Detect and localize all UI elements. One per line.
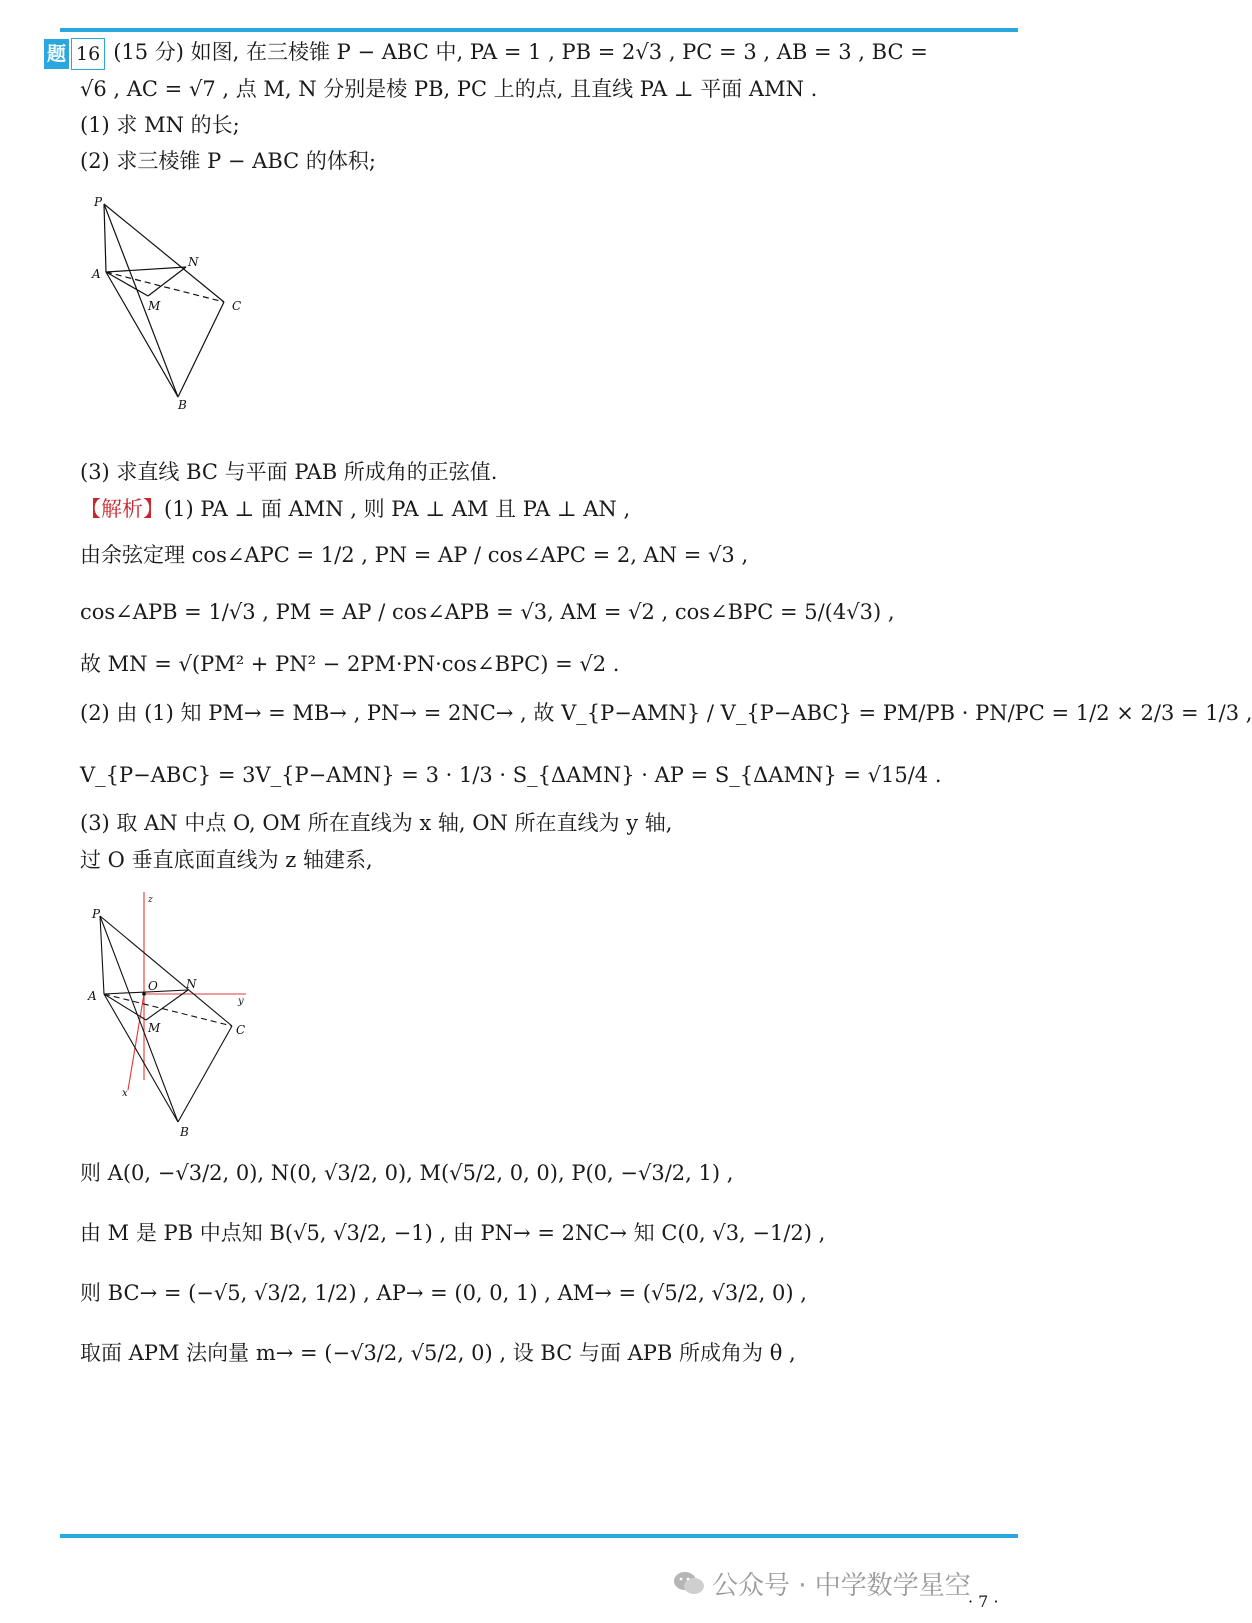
wechat-icon: [672, 1570, 706, 1596]
bottom-rule: [60, 1534, 1018, 1538]
fig1-label-C: C: [232, 299, 242, 313]
tetrahedron-figure: [86, 192, 256, 414]
fig2-label-z: z: [148, 895, 153, 905]
problem-part-2: (2) 求三棱锥 P − ABC 的体积;: [80, 149, 376, 173]
fig1-label-B: B: [178, 398, 187, 412]
fig2-label-O: O: [148, 979, 158, 993]
edge-CB: [178, 302, 224, 397]
edge-PA: [100, 916, 104, 994]
edge-PB: [104, 204, 178, 397]
solution-line-5: (2) 由 (1) 知 PM→ = MB→ , PN→ = 2NC→ , 故 V_{P−AMN} / V_{P−ABC} = PM/PB · PN/PC = 1/2 × 2/3 = 1/3 ,: [80, 701, 1252, 725]
edge-CB: [178, 1026, 232, 1122]
problem-part-1: (1) 求 MN 的长;: [80, 113, 240, 137]
fig2-label-C: C: [236, 1023, 246, 1037]
problem-part-3: (3) 求直线 BC 与平面 PAB 所成角的正弦值.: [80, 460, 498, 484]
x-axis: [128, 994, 144, 1090]
solution-line-3: cos∠APB = 1/√3 , PM = AP / cos∠APB = √3, AM = √2 , cos∠BPC = 5/(4√3) ,: [80, 600, 895, 624]
fig2-label-B: B: [180, 1125, 189, 1139]
solution-line-11: 则 BC→ = (−√5, √3/2, 1/2) , AP→ = (0, 0, 1) , AM→ = (√5/2, √3/2, 0) ,: [80, 1281, 807, 1305]
fig1-label-P: P: [94, 195, 103, 209]
solution-line-12: 取面 APM 法向量 m→ = (−√3/2, √5/2, 0) , 设 BC 与面 APB 所成角为 θ ,: [80, 1341, 796, 1365]
edge-MN: [148, 267, 186, 296]
solution-line-9: 则 A(0, −√3/2, 0), N(0, √3/2, 0), M(√5/2, 0, 0), P(0, −√3/2, 1) ,: [80, 1161, 734, 1185]
point-O: [142, 992, 146, 996]
solution-line-10: 由 M 是 PB 中点知 B(√5, √3/2, −1) , 由 PN→ = 2NC→ 知 C(0, √3, −1/2) ,: [80, 1221, 826, 1245]
fig2-label-A: A: [88, 989, 97, 1003]
page-number: · 7 ·: [968, 1592, 999, 1611]
edge-AM: [104, 994, 146, 1020]
fig1-label-A: A: [92, 267, 101, 281]
fig2-label-M: M: [148, 1021, 161, 1035]
fig1-label-N: N: [188, 255, 199, 269]
fig2-label-y: y: [238, 996, 244, 1007]
problem-line-2: √6 , AC = √7 , 点 M, N 分别是棱 PB, PC 上的点, 且直线 PA ⊥ 平面 AMN .: [80, 77, 818, 101]
solution-text-1: (1) PA ⊥ 面 AMN , 则 PA ⊥ AM 且 PA ⊥ AN ,: [164, 497, 631, 521]
watermark: 公众号 · 中学数学星空: [712, 1571, 971, 1601]
edge-AN: [106, 267, 186, 272]
solution-line-8: 过 O 垂直底面直线为 z 轴建系,: [80, 848, 373, 872]
edge-PB: [100, 916, 178, 1122]
solution-line-6: V_{P−ABC} = 3V_{P−AMN} = 3 · 1/3 · S_{ΔAMN} · AP = S_{ΔAMN} = √15/4 .: [80, 763, 942, 787]
solution-line-2: 由余弦定理 cos∠APC = 1/2 , PN = AP / cos∠APC = 2, AN = √3 ,: [80, 543, 749, 567]
problem-number: 16: [71, 38, 105, 70]
coordinate-figure: [86, 890, 256, 1140]
fig2-label-x: x: [122, 1088, 128, 1099]
edge-PA: [104, 204, 106, 272]
solution-line-1: [80, 494, 630, 524]
solution-line-4: 故 MN = √(PM² + PN² − 2PM·PN·cos∠BPC) = √2 .: [80, 652, 620, 676]
fig1-label-M: M: [148, 299, 161, 313]
edge-AB: [106, 272, 178, 397]
problem-tag: 题: [44, 39, 69, 69]
solution-label: 【解析】: [80, 497, 164, 521]
fig2-label-P: P: [92, 907, 101, 921]
edge-AN: [104, 990, 188, 994]
top-rule: [60, 28, 1018, 32]
problem-text: (15 分) 如图, 在三棱锥 P − ABC 中, PA = 1 , PB = 2√3 , PC = 3 , AB = 3 , BC =: [113, 40, 928, 64]
problem-line-1: [44, 37, 928, 70]
edge-PC: [104, 204, 224, 302]
solution-line-7: (3) 取 AN 中点 O, OM 所在直线为 x 轴, ON 所在直线为 y 轴,: [80, 811, 673, 835]
fig2-label-N: N: [186, 977, 197, 991]
